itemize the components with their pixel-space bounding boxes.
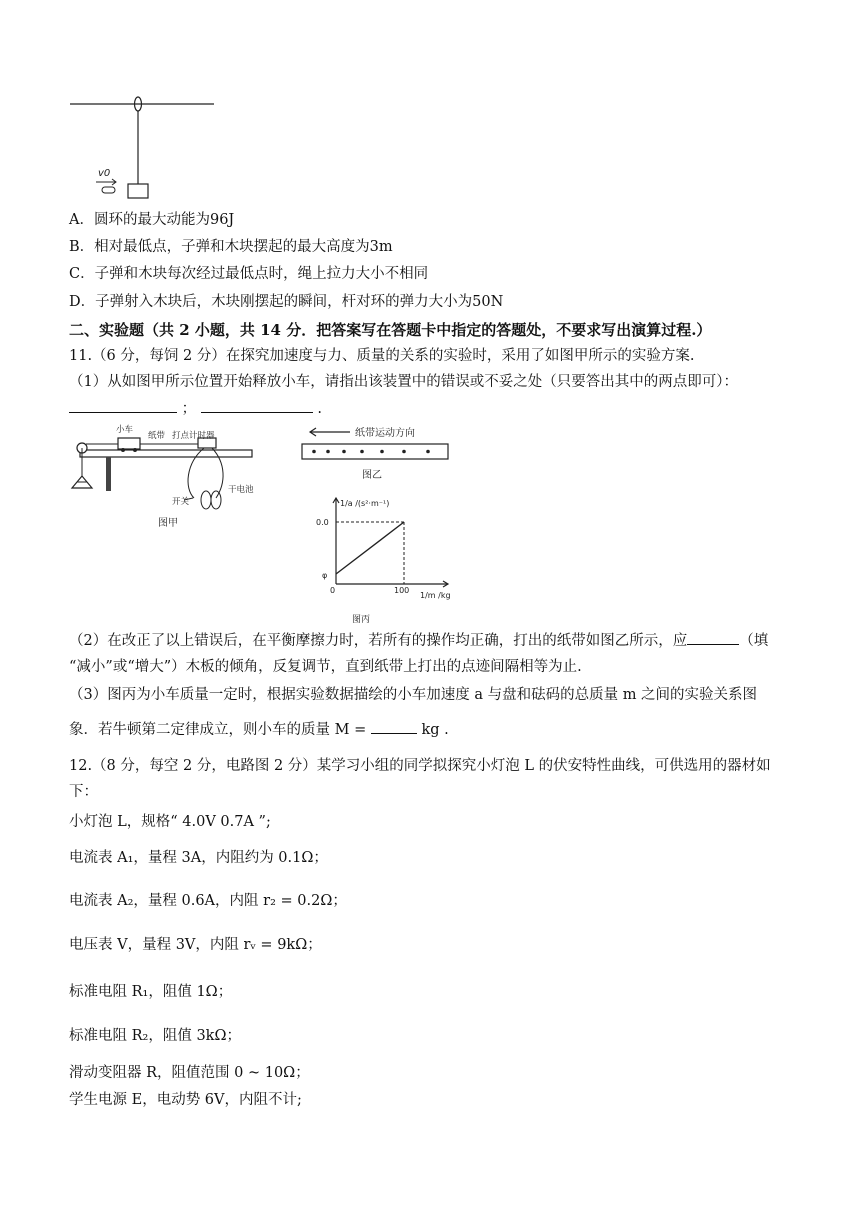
blank-end: . — [317, 401, 322, 417]
q11-part1: （1）从如图甲所示位置开始释放小车，请指出该装置中的错误或不妥之处（只要答出其中的两点即可）： — [69, 374, 738, 390]
figure-jia — [66, 418, 266, 528]
part3-text: 象．若牛顿第二定律成立，则小车的质量 M = — [69, 722, 367, 738]
x-tick-100: 100 — [394, 586, 410, 595]
part3-unit: kg . — [421, 722, 449, 738]
caption-jia: 图甲 — [158, 518, 178, 528]
x-axis-label: 1/m /kg — [420, 591, 451, 600]
graph-line — [336, 522, 404, 574]
blank-separator: ； — [181, 401, 197, 417]
y-top-value: 0.0 — [316, 518, 329, 527]
equipment-lamp: 小灯泡 L，规格“ 4.0V 0.7A ”; — [69, 814, 271, 830]
section-heading: 二、实验题（共 2 小题，共 14 分．把答案写在答题卡中指定的答题处，不要求写出演算过程.） — [69, 321, 712, 339]
answer-blank-2[interactable] — [201, 398, 313, 413]
q11-part2-line1 — [69, 630, 768, 651]
caption-bing: 图丙 — [352, 615, 371, 625]
caption-yi: 图乙 — [362, 470, 382, 481]
q11-answer-blanks — [69, 398, 322, 419]
label-timer: 打点计时器 — [172, 431, 215, 441]
label-direction: 纸带运动方向 — [355, 428, 415, 439]
label-switch: 开关 — [172, 497, 190, 507]
option-a: A．圆环的最大动能为96J — [69, 212, 235, 228]
answer-blank-3[interactable] — [687, 630, 739, 645]
answer-blank-4[interactable] — [371, 719, 417, 734]
figure-bing — [308, 492, 458, 628]
equipment-ammeter-a1: 电流表 A₁，量程 3A，内阻约为 0.1Ω； — [69, 850, 328, 866]
v0-label: v0 — [98, 168, 111, 179]
option-d: D．子弹射入木块后，木块刚摆起的瞬间，杆对环的弹力大小为50N — [69, 294, 504, 310]
part2-text: （2）在改正了以上错误后，在平衡摩擦力时，若所有的操作均正确，打出的纸带如图乙所示，应 — [69, 633, 688, 649]
label-tape: 纸带 — [148, 431, 166, 441]
label-battery: 干电池 — [228, 485, 254, 495]
equipment-resistor-r1: 标准电阻 R₁，阻值 1Ω； — [69, 984, 233, 1000]
q12-stem-line2: 下： — [69, 784, 98, 800]
q12-stem-line1: 12.（8 分，每空 2 分，电路图 2 分）某学习小组的同学拟探究小灯泡 L 的伏安特性曲线，可供选用的器材如 — [69, 758, 771, 774]
equipment-voltmeter: 电压表 V，量程 3V，内阻 rᵥ = 9kΩ； — [69, 937, 322, 953]
option-b: B．相对最低点，子弹和木块摆起的最大高度为3m — [69, 239, 393, 255]
q11-part3-line1: （3）图丙为小车质量一定时，根据实验数据描绘的小车加速度 a 与盘和砝码的总质量 m 之间的实验关系图 — [69, 687, 758, 703]
q11-part3-line2 — [69, 719, 449, 740]
y-axis-label: 1/a /(s²·m⁻¹) — [340, 499, 390, 508]
q11-part2-line2: “减小”或“增大”）木板的倾角，反复调节，直到纸带上打出的点迹间隔相等为止. — [69, 659, 582, 675]
pendulum-figure — [68, 88, 218, 200]
q11-stem: 11.（6 分，每饲 2 分）在探究加速度与力、质量的关系的实验时，采用了如图甲所示的实验方案. — [69, 348, 695, 364]
label-cart: 小车 — [116, 425, 134, 435]
figure-yi — [300, 422, 452, 484]
answer-blank-1[interactable] — [69, 398, 177, 413]
y-low-value: φ — [322, 571, 328, 580]
equipment-resistor-r2: 标准电阻 R₂，阻值 3kΩ； — [69, 1028, 241, 1044]
option-c: C．子弹和木块每次经过最低点时，绳上拉力大小不相同 — [69, 266, 429, 282]
equipment-rheostat: 滑动变阻器 R，阻值范围 0 ~ 10Ω； — [69, 1065, 310, 1081]
part2-text-end: （填 — [739, 633, 769, 649]
equipment-power-source: 学生电源 E，电动势 6V，内阻不计; — [69, 1092, 302, 1108]
equipment-ammeter-a2: 电流表 A₂，量程 0.6A，内阻 r₂ = 0.2Ω； — [69, 893, 347, 909]
x-zero: 0 — [330, 586, 336, 595]
